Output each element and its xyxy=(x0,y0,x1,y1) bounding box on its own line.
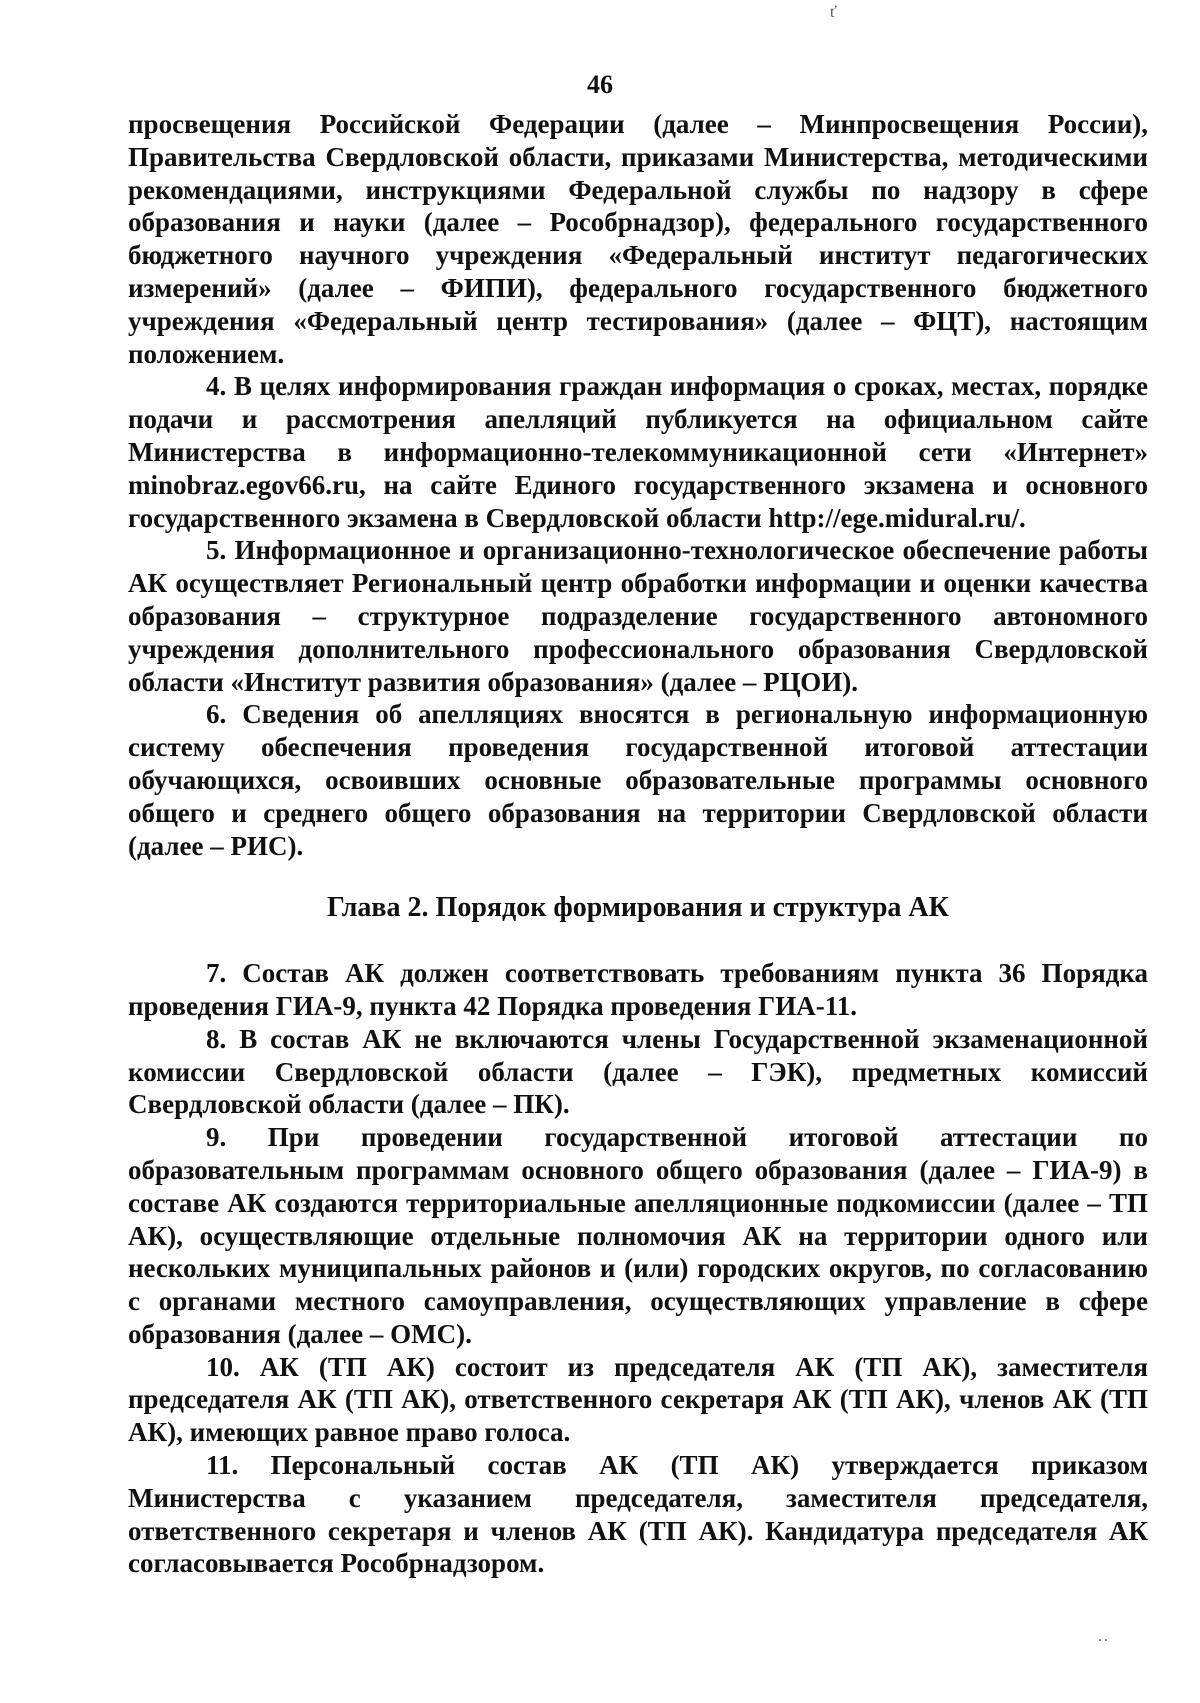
chapter-heading: Глава 2. Порядок формирования и структура АК xyxy=(327,892,949,924)
paragraph-8: 8. В состав АК не включаются члены Государственной экзаменационной комиссии Свердловской области (далее – ГЭК), предметных комиссий Свердловской области (далее – ПК). xyxy=(128,1023,1148,1120)
document-body xyxy=(128,108,1148,1580)
paragraph-6: 6. Сведения об апелляциях вносятся в региональную информационную систему обеспечения проведения государственной итоговой аттестации обучающихся, освоивших основные образовательные программы основного общего и среднего общего образования на территории Свердловской области (далее – РИС). xyxy=(128,699,1148,861)
paragraph-10: 10. АК (ТП АК) состоит из председателя АК (ТП АК), заместителя председателя АК (ТП АК), ответственного секретаря АК (ТП АК), членов АК (ТП АК), имеющих равное право голоса. xyxy=(128,1351,1148,1448)
scan-mark-top: ť xyxy=(830,4,837,21)
page-number: 46 xyxy=(587,70,613,99)
paragraph-11: 11. Персональный состав АК (ТП АК) утверждается приказом Министерства с указанием председателя, заместителя председателя, ответственного секретаря и членов АК (ТП АК). Кандидатура председателя АК согласовывается Рособрнадзором. xyxy=(128,1450,1148,1579)
intro-paragraph: просвещения Российской Федерации (далее – Минпросвещения России), Правительства Свердловской области, приказами Министерства, методическими рекомендациями, инструкциями Федеральной службы по надзору в сфере образования и науки (далее – Рособрнадзор), федерального государственного бюджетного научного учреждения «Федеральный институт педагогических измерений» (далее – ФИПИ), федерального государственного бюджетного учреждения «Федеральный центр тестирования» (далее – ФЦТ), настоящим положением. xyxy=(128,109,1148,369)
paragraph-7: 7. Состав АК должен соответствовать требованиям пункта 36 Порядка проведения ГИА-9, пункта 42 Порядка проведения ГИА-11. xyxy=(128,958,1148,1021)
scan-mark-bottom: .. xyxy=(1098,1628,1110,1645)
paragraph-9: 9. При проведении государственной итоговой аттестации по образовательным программам основного общего образования (далее – ГИА-9) в составе АК создаются территориальные апелляционные подкомиссии (далее – ТП АК), осуществляющие отдельные полномочия АК на территории одного или нескольких муниципальных районов и (или) городских округов, по согласованию с органами местного самоуправления, осуществляющих управление в сфере образования (далее – ОМС). xyxy=(128,1122,1148,1349)
paragraph-5: 5. Информационное и организационно-технологическое обеспечение работы АК осуществляет Региональный центр обработки информации и оценки качества образования – структурное подразделение государственного автономного учреждения дополнительного профессионального образования Свердловской области «Институт развития образования» (далее – РЦОИ). xyxy=(128,535,1148,697)
paragraph-4: 4. В целях информирования граждан информация о сроках, местах, порядке подачи и рассмотрения апелляций публикуется на официальном сайте Министерства в информационно-телекоммуникационной сети «Интернет» minobraz.egov66.ru, на сайте Единого государственного экзамена и основного государственного экзамена в Свердловской области http://ege.midural.ru/. xyxy=(128,371,1148,533)
